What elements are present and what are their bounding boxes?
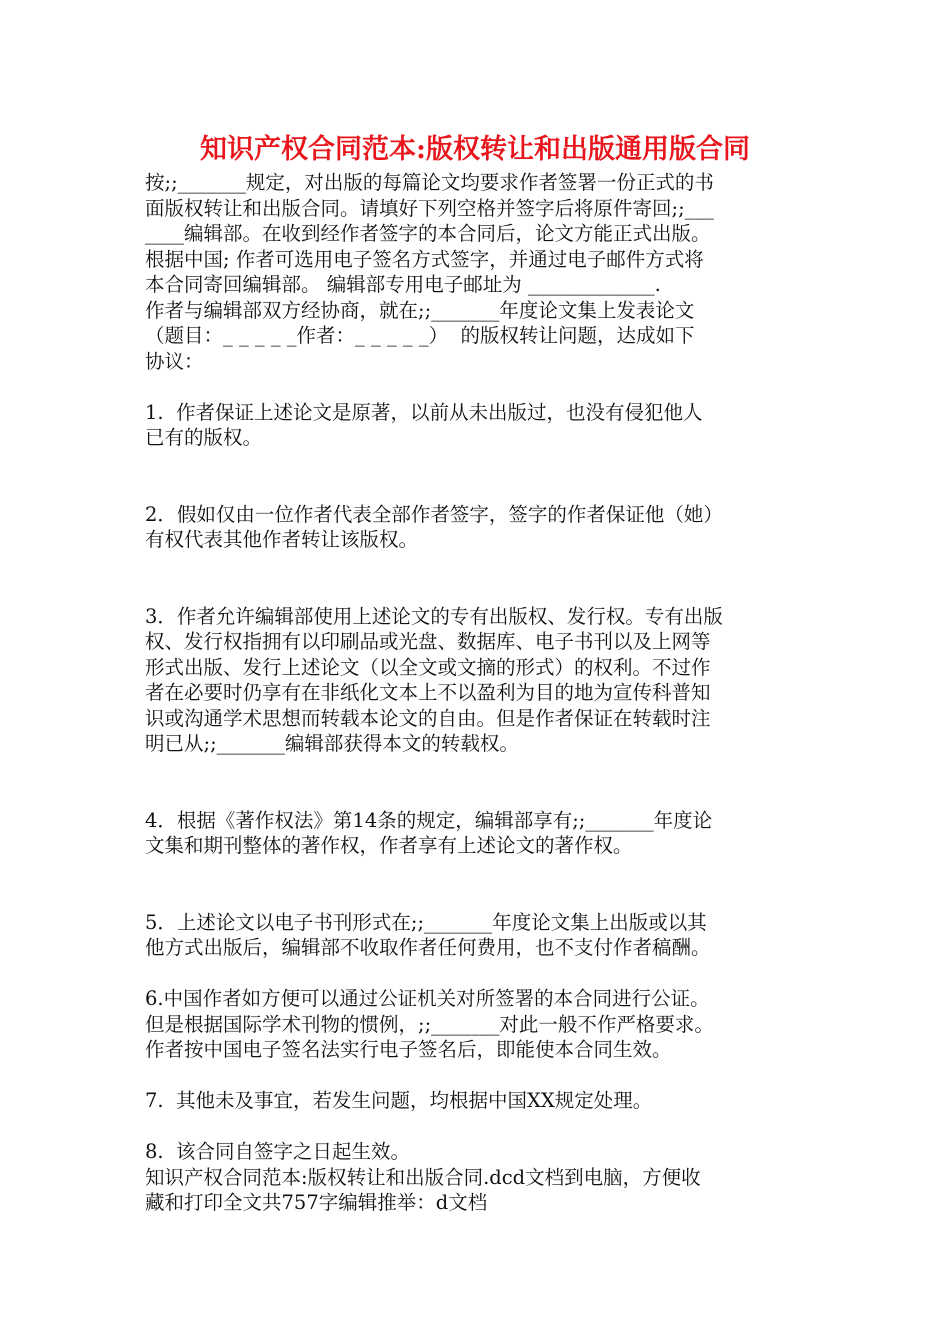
intro-paragraph [145,170,810,374]
clause-6 [145,986,810,1063]
text-line: 有权代表其他作者转让该版权。 [145,528,419,551]
footer-note [145,1165,810,1216]
text-line: 作者按中国电子签名法实行电子签名后，即能使本合同生效。 [145,1038,672,1061]
paragraph-spacer [145,553,810,604]
text-line: 5．上述论文以电子书刊形式在;;_______年度论文集上出版或以其 [145,910,707,934]
text-line: 3．作者允许编辑部使用上述论文的专有出版权、发行权。专有出版 [145,604,723,628]
clause-1 [145,400,810,451]
text-line: 知识产权合同范本:版权转让和出版合同.dcd文档到电脑，方便收 [145,1165,701,1189]
text-line: 形式出版、发行上述论文（以全文或文摘的形式）的权利。不过作 [145,655,711,679]
clause-3 [145,604,810,757]
text-line: 明已从;;_______编辑部获得本文的转载权。 [145,732,519,755]
text-line: 7. 其他未及事宜，若发生问题，均根据中国XX规定处理。 [145,1089,653,1112]
paragraph-spacer [145,1063,810,1089]
document-title: 知识产权合同范本:版权转让和出版通用版合同 [200,134,750,165]
paragraph-spacer [145,374,810,400]
text-line: 面版权转让和出版合同。请填好下列空格并签字后将原件寄回;;___ [145,196,714,220]
text-line: 文集和期刊整体的著作权，作者享有上述论文的著作权。 [145,834,633,857]
text-line: 协议： [145,349,204,373]
paragraph-spacer [145,1114,810,1140]
text-line: 识或沟通学术思想而转载本论文的自由。但是作者保证在转载时注 [145,706,711,730]
clause-5 [145,910,810,961]
text-line: （题目：_ _ _ _ _作者：_ _ _ _ _） 的版权转让问题，达成如下 [145,324,695,347]
text-line: 1. 作者保证上述论文是原著，以前从未出版过，也没有侵犯他人 [145,400,703,424]
text-line: 但是根据国际学术刊物的惯例，;;_______对此一般不作严格要求。 [145,1012,714,1036]
text-line: 者在必要时仍享有在非纸化文本上不以盈利为目的地为宣传科普知 [145,681,711,704]
paragraph-spacer [145,757,810,808]
text-line: 6.中国作者如方便可以通过公证机关对所签署的本合同进行公证。 [145,987,710,1010]
paragraph-spacer [145,961,810,987]
text-line: 2．假如仅由一位作者代表全部作者签字，签字的作者保证他（她） [145,502,723,526]
clause-4 [145,808,810,859]
text-line: 根据中国; 作者可选用电子签名方式签字，并通过电子邮件方式将 [145,247,704,271]
text-line: 已有的版权。 [145,426,263,449]
clause-2 [145,502,810,553]
clause-8 [145,1139,810,1165]
text-line: 权、发行权指拥有以印刷品或光盘、数据库、电子书刊以及上网等 [145,630,711,653]
clause-7 [145,1088,810,1114]
paragraph-spacer [145,451,810,502]
text-line: 本合同寄回编辑部。 编辑部专用电子邮址为 _____________. [145,273,661,296]
text-line: ____编辑部。在收到经作者签字的本合同后，论文方能正式出版。 [145,222,711,245]
text-line: 4．根据《著作权法》第14条的规定，编辑部享有;;_______年度论 [145,808,713,832]
paragraph-spacer [145,859,810,910]
text-line: 藏和打印全文共757字编辑推举：d文档 [145,1191,488,1214]
text-line: 8. 该合同自签字之日起生效。 [145,1140,411,1163]
text-line: 他方式出版后，编辑部不收取作者任何费用，也不支付作者稿酬。 [145,936,711,959]
text-line: 按;;_______规定，对出版的每篇论文均要求作者签署一份正式的书 [145,171,714,194]
document-body [145,170,810,1216]
text-line: 作者与编辑部双方经协商，就在;;_______年度论文集上发表论文 [145,298,695,322]
